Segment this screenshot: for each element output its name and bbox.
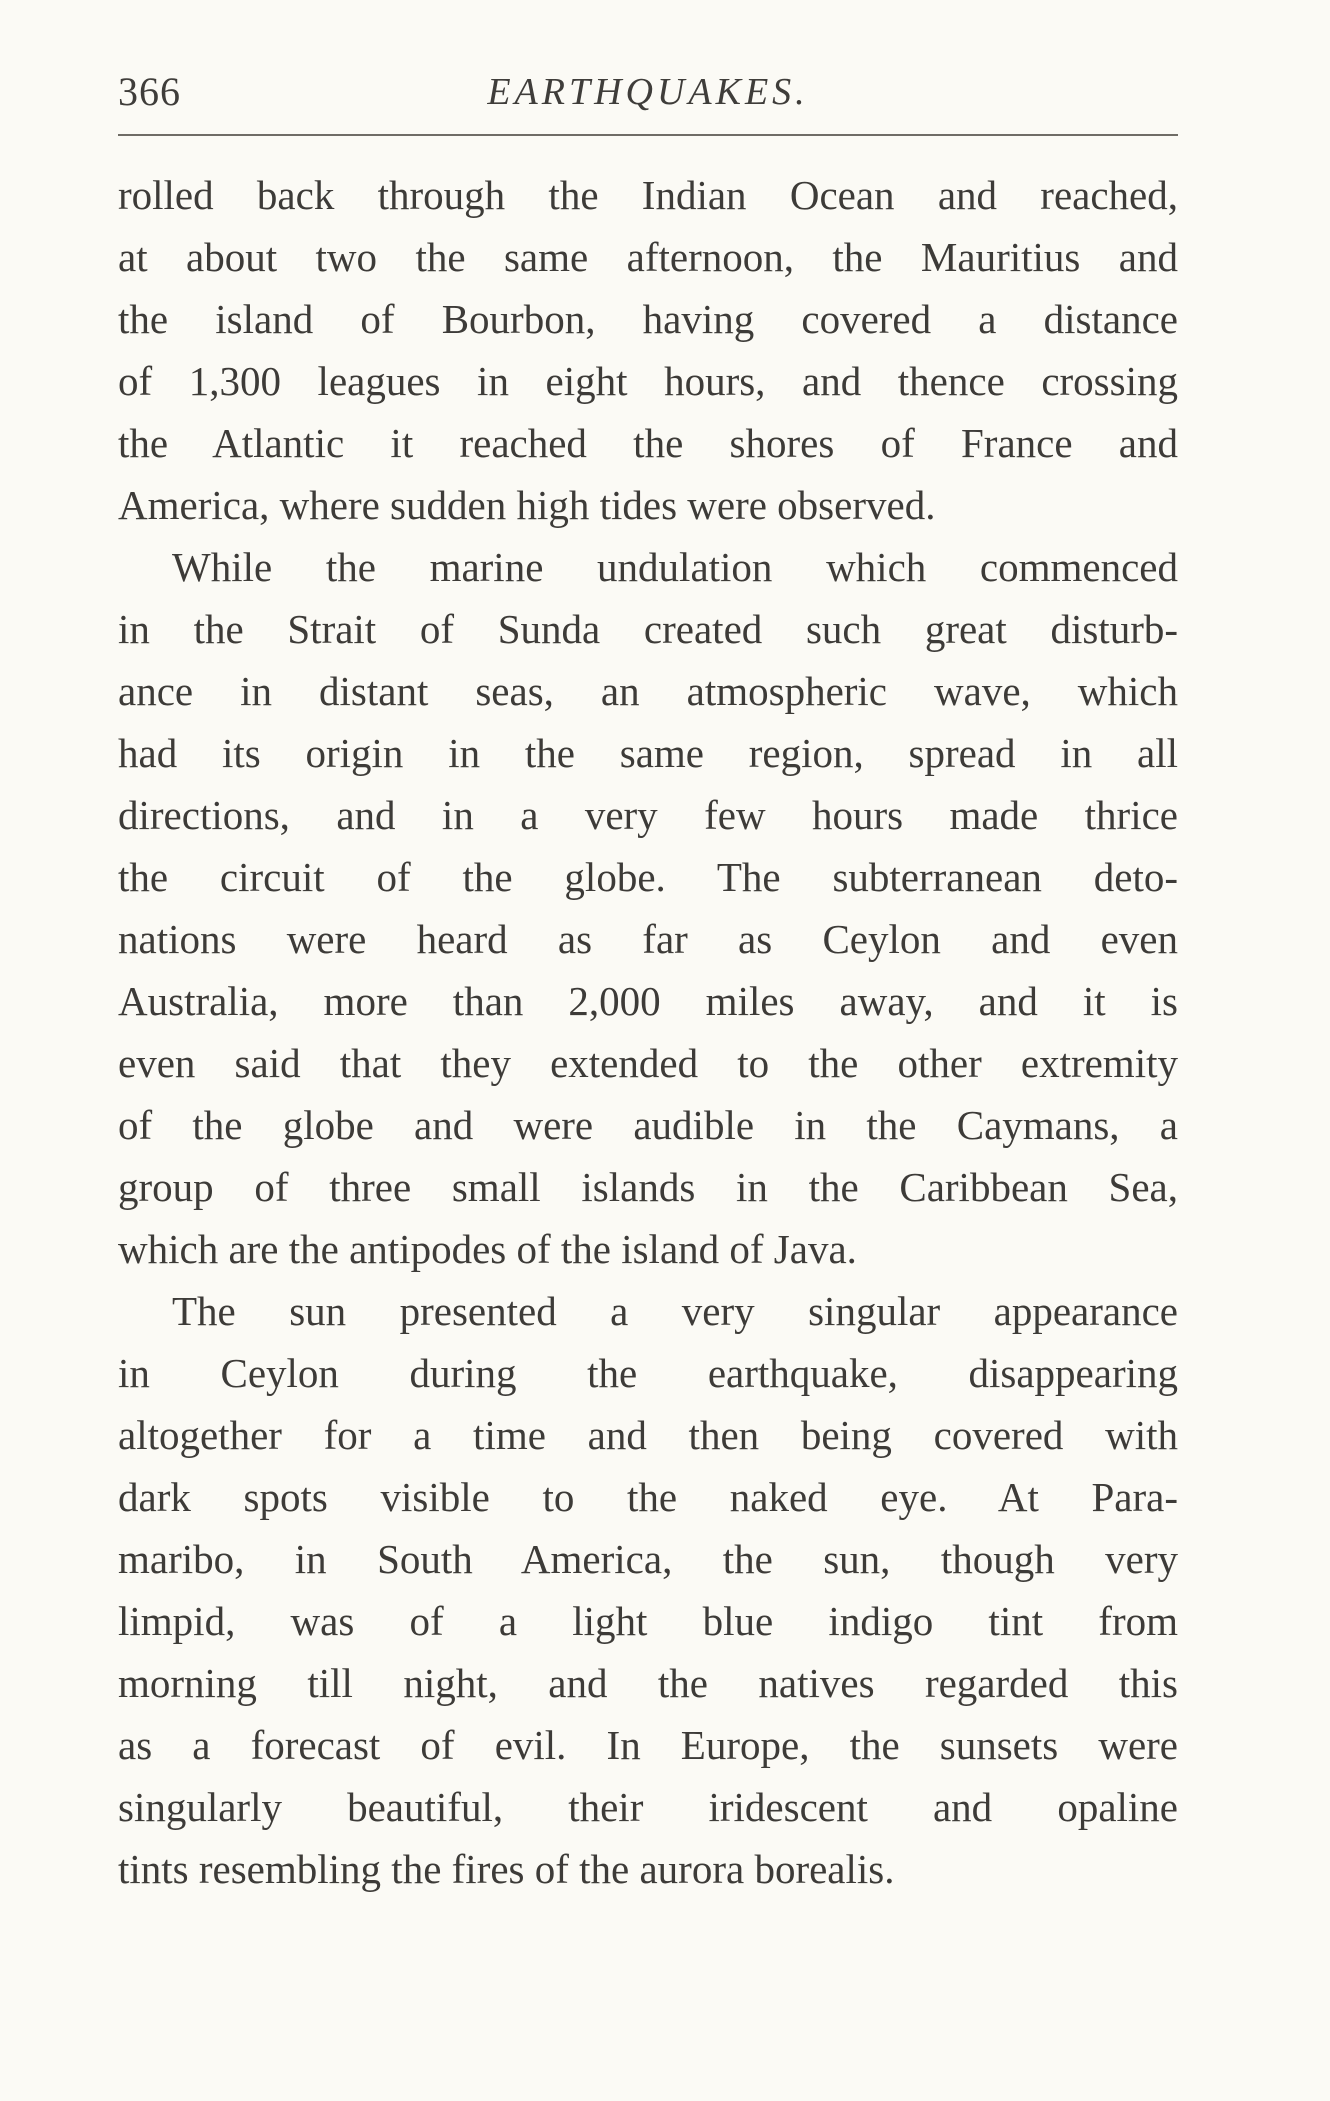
text-line: nations were heard as far as Ceylon and even: [118, 916, 1178, 962]
text-line: ance in distant seas, an atmospheric wave, which: [118, 668, 1178, 714]
text-line: group of three small islands in the Caribbean Sea,: [118, 1164, 1178, 1210]
text-line: in Ceylon during the earthquake, disappearing: [118, 1350, 1178, 1396]
text-line: dark spots visible to the naked eye. At Para-: [118, 1474, 1178, 1520]
text-line: While the marine undulation which commenced: [172, 544, 1178, 590]
paragraph-1: [118, 164, 1178, 536]
text-line: the Atlantic it reached the shores of France and: [118, 420, 1178, 466]
text-line: at about two the same afternoon, the Mauritius and: [118, 234, 1178, 280]
text-line: maribo, in South America, the sun, though very: [118, 1536, 1178, 1582]
text-line: tints resembling the fires of the aurora borealis.: [118, 1846, 895, 1892]
header-rule: [118, 134, 1178, 136]
text-line: the circuit of the globe. The subterranean deto-: [118, 854, 1178, 900]
text-line: of 1,300 leagues in eight hours, and thence crossing: [118, 358, 1178, 404]
paragraph-3: [118, 1280, 1178, 1900]
text-line: had its origin in the same region, spread in all: [118, 730, 1178, 776]
text-line: rolled back through the Indian Ocean and reached,: [118, 172, 1178, 218]
page-header: [118, 64, 1178, 120]
text-line: singularly beautiful, their iridescent and opaline: [118, 1784, 1178, 1830]
text-line: which are the antipodes of the island of Java.: [118, 1226, 857, 1272]
text-line: limpid, was of a light blue indigo tint from: [118, 1598, 1178, 1644]
text-line: directions, and in a very few hours made thrice: [118, 792, 1178, 838]
text-line: in the Strait of Sunda created such great disturb-: [118, 606, 1178, 652]
page-number: 366: [118, 69, 181, 114]
text-line: of the globe and were audible in the Caymans, a: [118, 1102, 1178, 1148]
text-line: The sun presented a very singular appearance: [172, 1288, 1178, 1334]
text-line: even said that they extended to the other extremity: [118, 1040, 1178, 1086]
text-line: altogether for a time and then being covered with: [118, 1412, 1178, 1458]
paragraph-2: [118, 536, 1178, 1280]
running-title: EARTHQUAKES.: [487, 71, 809, 113]
text-line: morning till night, and the natives regarded this: [118, 1660, 1178, 1706]
body-text: [118, 164, 1178, 1900]
text-line: Australia, more than 2,000 miles away, and it is: [118, 978, 1178, 1024]
text-line: as a forecast of evil. In Europe, the sunsets were: [118, 1722, 1178, 1768]
text-line: the island of Bourbon, having covered a distance: [118, 296, 1178, 342]
text-line: America, where sudden high tides were observed.: [118, 482, 936, 528]
